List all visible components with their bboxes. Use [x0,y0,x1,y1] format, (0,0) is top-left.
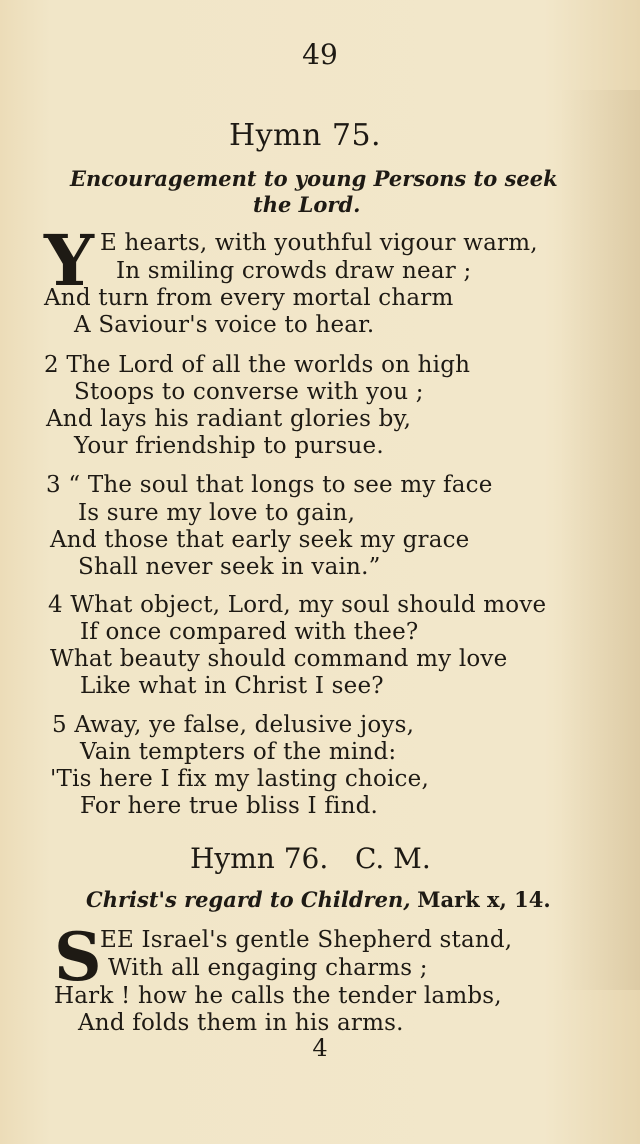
hymn76-line4: And folds them in his arms. [78,1010,404,1036]
stanza5-line2: Vain tempters of the mind: [80,739,397,765]
stanza4-line4: Like what in Christ I see? [80,673,384,699]
stanza5-line1: 5 Away, ye false, delusive joys, [52,712,415,738]
hymn-76-subtitle-italic: Christ's regard to Children, [86,887,411,912]
hymn-75-title: Hymn 75. [228,118,382,153]
stanza1-line1: E hearts, with youthful vigour warm, [100,230,538,256]
stanza5-line4: For here true bliss I find. [80,793,379,819]
hymn76-line1: EE Israel's gentle Shepherd stand, [100,927,513,953]
hymn76-line3: Hark ! how he calls the tender lambs, [54,983,502,1009]
stanza2-line1: 2 The Lord of all the worlds on high [44,352,471,378]
stanza2-line2: Stoops to converse with you ; [74,379,424,405]
stanza3-line3: And those that early seek my grace [50,527,470,553]
stanza2-line3: And lays his radiant glories by, [46,406,412,432]
signature-mark: 4 [312,1034,328,1062]
hymn-75-subtitle-line1: Encouragement to young Persons to seek [70,166,558,191]
hymn-76-subtitle [86,887,551,912]
stanza4-line1: 4 What object, Lord, my soul should move [48,592,547,618]
hymn-75-subtitle-line2: the Lord. [253,192,361,217]
stanza3-line1: 3 “ The soul that longs to see my face [46,472,493,498]
stanza4-line3: What beauty should command my love [50,646,508,672]
hymn76-line2: With all engaging charms ; [108,955,428,981]
hymn-76-title: Hymn 76. C. M. [190,842,431,875]
stanza5-line3: 'Tis here I fix my lasting choice, [50,766,429,792]
hymn-76-scripture-ref: Mark x, 14. [417,887,551,912]
drop-cap-s: S [54,918,102,996]
page-number: 49 [302,38,338,71]
drop-cap-y: Y [44,219,94,302]
stanza4-line2: If once compared with thee? [80,619,419,645]
stanza1-line4: A Saviour's voice to hear. [74,312,375,338]
stanza2-line4: Your friendship to pursue. [74,433,384,459]
stanza1-line3: And turn from every mortal charm [44,285,454,311]
stanza3-line4: Shall never seek in vain.” [78,554,381,580]
stanza3-line2: Is sure my love to gain, [78,500,356,526]
stanza1-line2: In smiling crowds draw near ; [116,258,472,284]
bleed-through-shadow [560,90,640,990]
